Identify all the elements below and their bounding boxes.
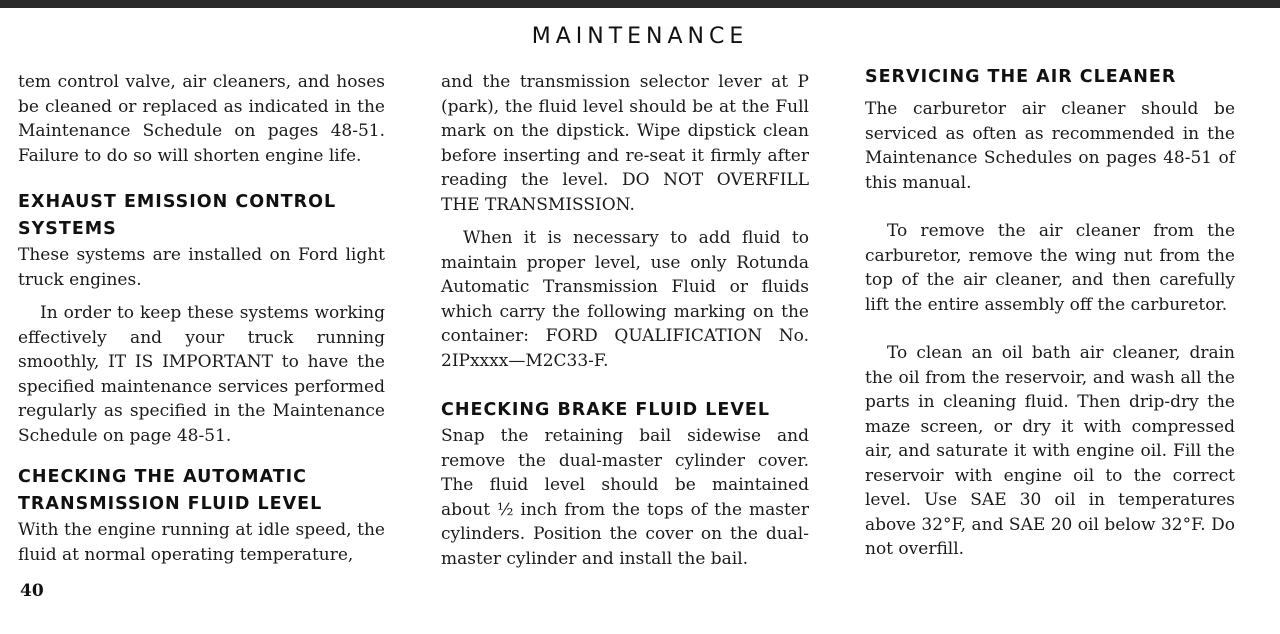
paragraph: In order to keep these systems working effectively and your truck running smoothly, IT IS IMPORTANT to have the specified maintenance services performed regularly as specified in the Maintenance Schedule on page 48-51. [18,303,385,446]
section-heading-automatic-transmission: CHECKING THE AUTOMATIC TRANSMISSION FLUID LEVEL [18,467,323,514]
section-heading-air-cleaner: SERVICING THE AIR CLEANER [865,67,1177,87]
paragraph: tem control valve, air cleaners, and hoses be cleaned or replaced as indicated in the Maintenance Schedule on pages 48-51. Failure to do so will shorten engine life. [18,72,385,166]
page-number: 40 [20,581,44,601]
paragraph: With the engine running at idle speed, the fluid at normal operating temperature, [18,520,385,565]
paragraph: The carburetor air cleaner should be serviced as often as recommended in the Maintenance Schedules on pages 48-51 of this manual. [865,99,1235,193]
paragraph: To clean an oil bath air cleaner, drain the oil from the reservoir, and wash all the parts in cleaning fluid. Then drip-dry the maze screen, or dry it with compressed air, and saturate it with engine oil. Fill the reservoir with engine oil to the correct level. Use SAE 30 oil in temperatures above 32°F, and SAE 20 oil below 32°F. Do not overfill. [865,343,1235,559]
top-border [0,0,1280,8]
paragraph: and the transmission selector lever at P (park), the fluid level should be at the Full mark on the dipstick. Wipe dipstick clean before inserting and re-seat it firmly after reading the level. DO NOT OVERFILL THE TRANSMISSION. [441,72,809,215]
column-2 [441,70,809,571]
column-1 [18,70,385,567]
paragraph: To remove the air cleaner from the carburetor, remove the wing nut from the top of the air cleaner, and then carefully lift the entire assembly off the carburetor. [865,221,1235,315]
page-title: MAINTENANCE [531,24,749,49]
paragraph: Snap the retaining bail sidewise and remove the dual-master cylinder cover. The fluid level should be maintained about ½ inch from the tops of the master cylinders. Position the cover on the dual-master cylinder and install the bail. [441,426,809,569]
section-heading-brake-fluid: CHECKING BRAKE FLUID LEVEL [441,400,771,420]
paragraph: These systems are installed on Ford light truck engines. [18,245,385,290]
section-heading-exhaust-emission: EXHAUST EMISSION CONTROL SYSTEMS [18,192,337,239]
column-3 [865,64,1235,562]
paragraph: When it is necessary to add fluid to maintain proper level, use only Rotunda Automatic Transmission Fluid or fluids which carry the following marking on the container: FORD QUALIFICATION No. 2IPxxxx—M2C33-F. [441,228,809,371]
